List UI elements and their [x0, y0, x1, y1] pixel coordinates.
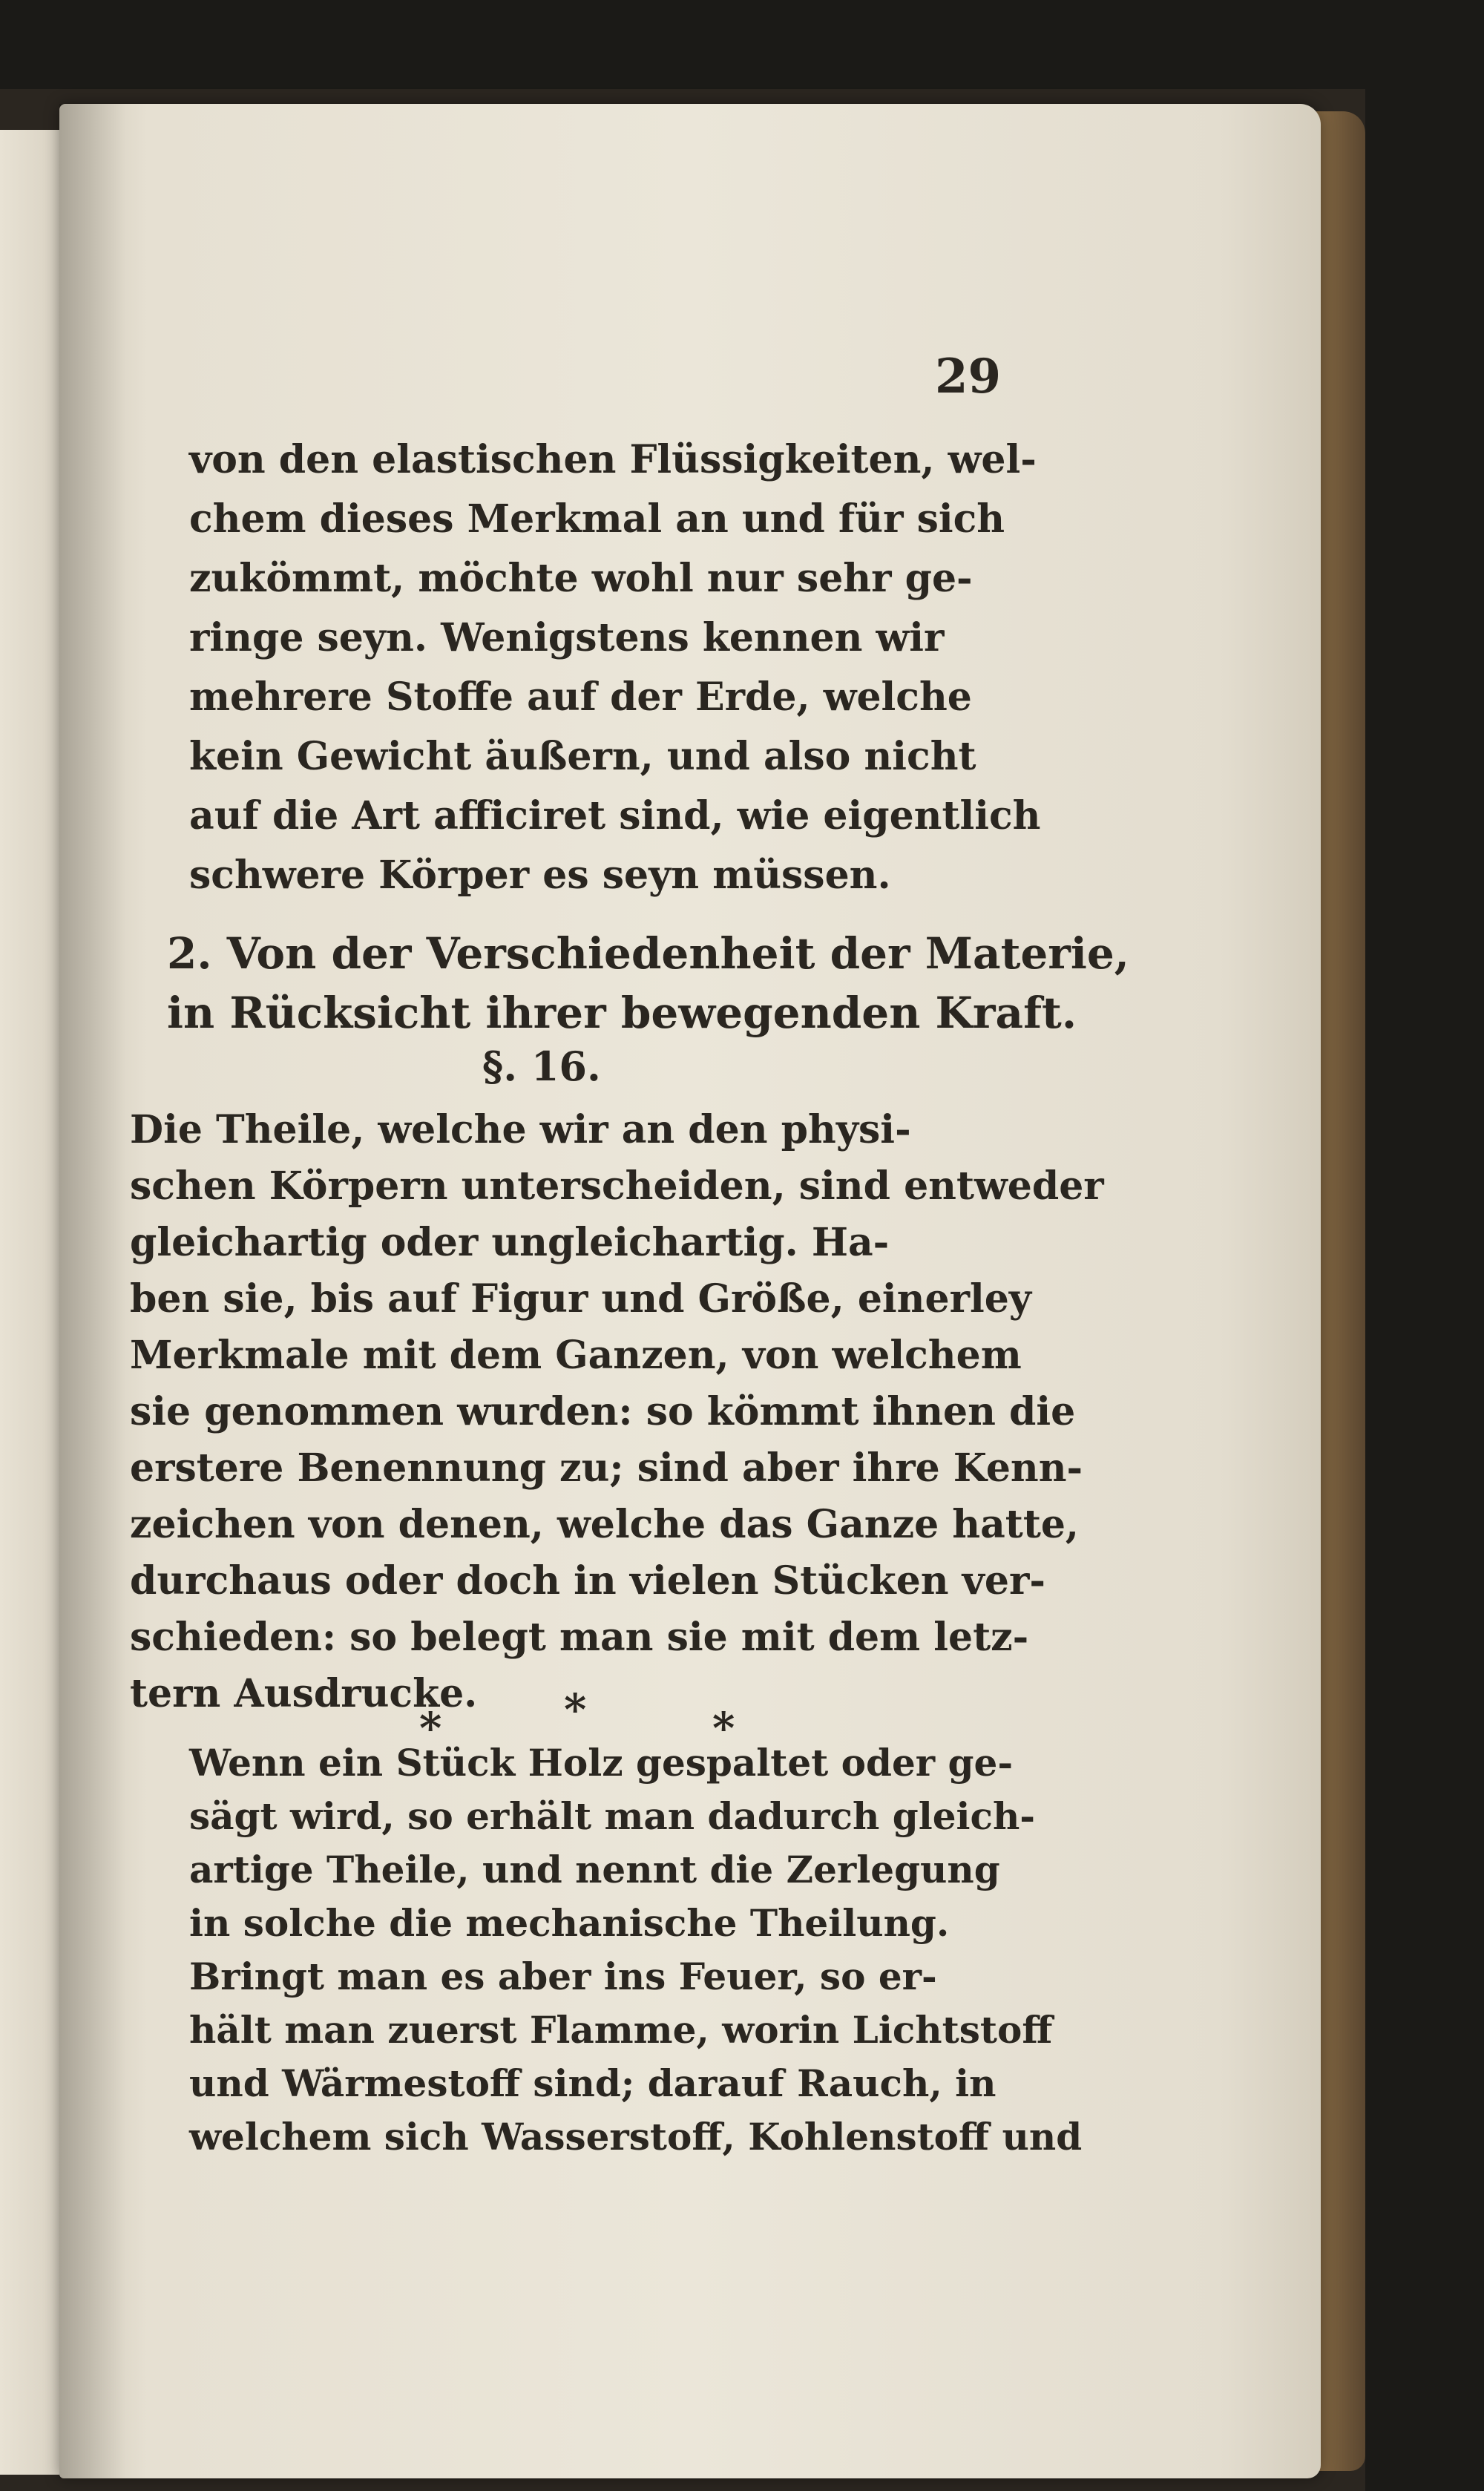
text-line: durchaus oder doch in vielen Stücken ver- [130, 1558, 1045, 1604]
page-gutter-shadow [59, 104, 126, 2478]
text-line: ben sie, bis auf Figur und Größe, einerley [130, 1276, 1032, 1322]
text-line: chem dieses Merkmal an und für sich [189, 496, 1005, 542]
text-line: hält man zuerst Flamme, worin Lichtstoff [189, 2008, 1053, 2052]
asterisk: * [419, 1703, 442, 1753]
section-mark: §. 16. [482, 1043, 601, 1090]
text-line: schen Körpern unterscheiden, sind entweder [130, 1164, 1104, 1209]
text-line: Wenn ein Stück Holz gespaltet oder ge- [189, 1741, 1014, 1785]
paragraph-2 [130, 1102, 1117, 1722]
text-line: schwere Körper es seyn müssen. [189, 853, 891, 898]
text-line: Bringt man es aber ins Feuer, so er- [189, 1955, 937, 1998]
asterisk: * [564, 1684, 587, 1735]
book-page [59, 104, 1321, 2478]
text-line: welchem sich Wasserstoff, Kohlenstoff und [189, 2115, 1083, 2159]
text-line: Merkmale mit dem Ganzen, von welchem [130, 1333, 1022, 1378]
previous-page-edge [0, 130, 59, 2475]
heading-line: 2. Von der Verschiedenheit der Materie, [167, 928, 1129, 979]
text-line: schieden: so belegt man sie mit dem letz- [130, 1615, 1029, 1660]
text-line: tern Ausdrucke. [130, 1671, 478, 1716]
text-line: Die Theile, welche wir an den physi- [130, 1107, 911, 1152]
text-line: sie genommen wurden: so kömmt ihnen die [130, 1389, 1076, 1434]
asterisk: * [712, 1703, 735, 1753]
paragraph-3 [189, 1736, 1117, 2164]
text-line: artige Theile, und nennt die Zerlegung [189, 1848, 1000, 1891]
text-line: ringe seyn. Wenigstens kennen wir [189, 615, 945, 660]
text-line: zukömmt, möchte wohl nur sehr ge- [189, 556, 973, 601]
text-line: von den elastischen Flüssigkeiten, wel- [189, 437, 1037, 482]
text-line: sägt wird, so erhält man dadurch gleich- [189, 1794, 1036, 1838]
text-line: kein Gewicht äußern, und also nicht [189, 734, 976, 779]
paragraph-1 [189, 430, 1117, 905]
page-number: 29 [935, 349, 1002, 404]
text-line: in solche die mechanische Theilung. [189, 1901, 950, 1945]
text-line: mehrere Stoffe auf der Erde, welche [189, 675, 972, 720]
heading-line: in Rücksicht ihrer bewegenden Kraft. [167, 988, 1077, 1038]
text-line: gleichartig oder ungleichartig. Ha- [130, 1220, 890, 1265]
section-heading [167, 924, 1132, 1043]
text-line: und Wärmestoff sind; darauf Rauch, in [189, 2061, 997, 2105]
text-line: erstere Benennung zu; sind aber ihre Kenn- [130, 1445, 1083, 1491]
text-line: auf die Art afficiret sind, wie eigentlich [189, 793, 1041, 838]
text-line: zeichen von denen, welche das Ganze hatte, [130, 1502, 1080, 1547]
